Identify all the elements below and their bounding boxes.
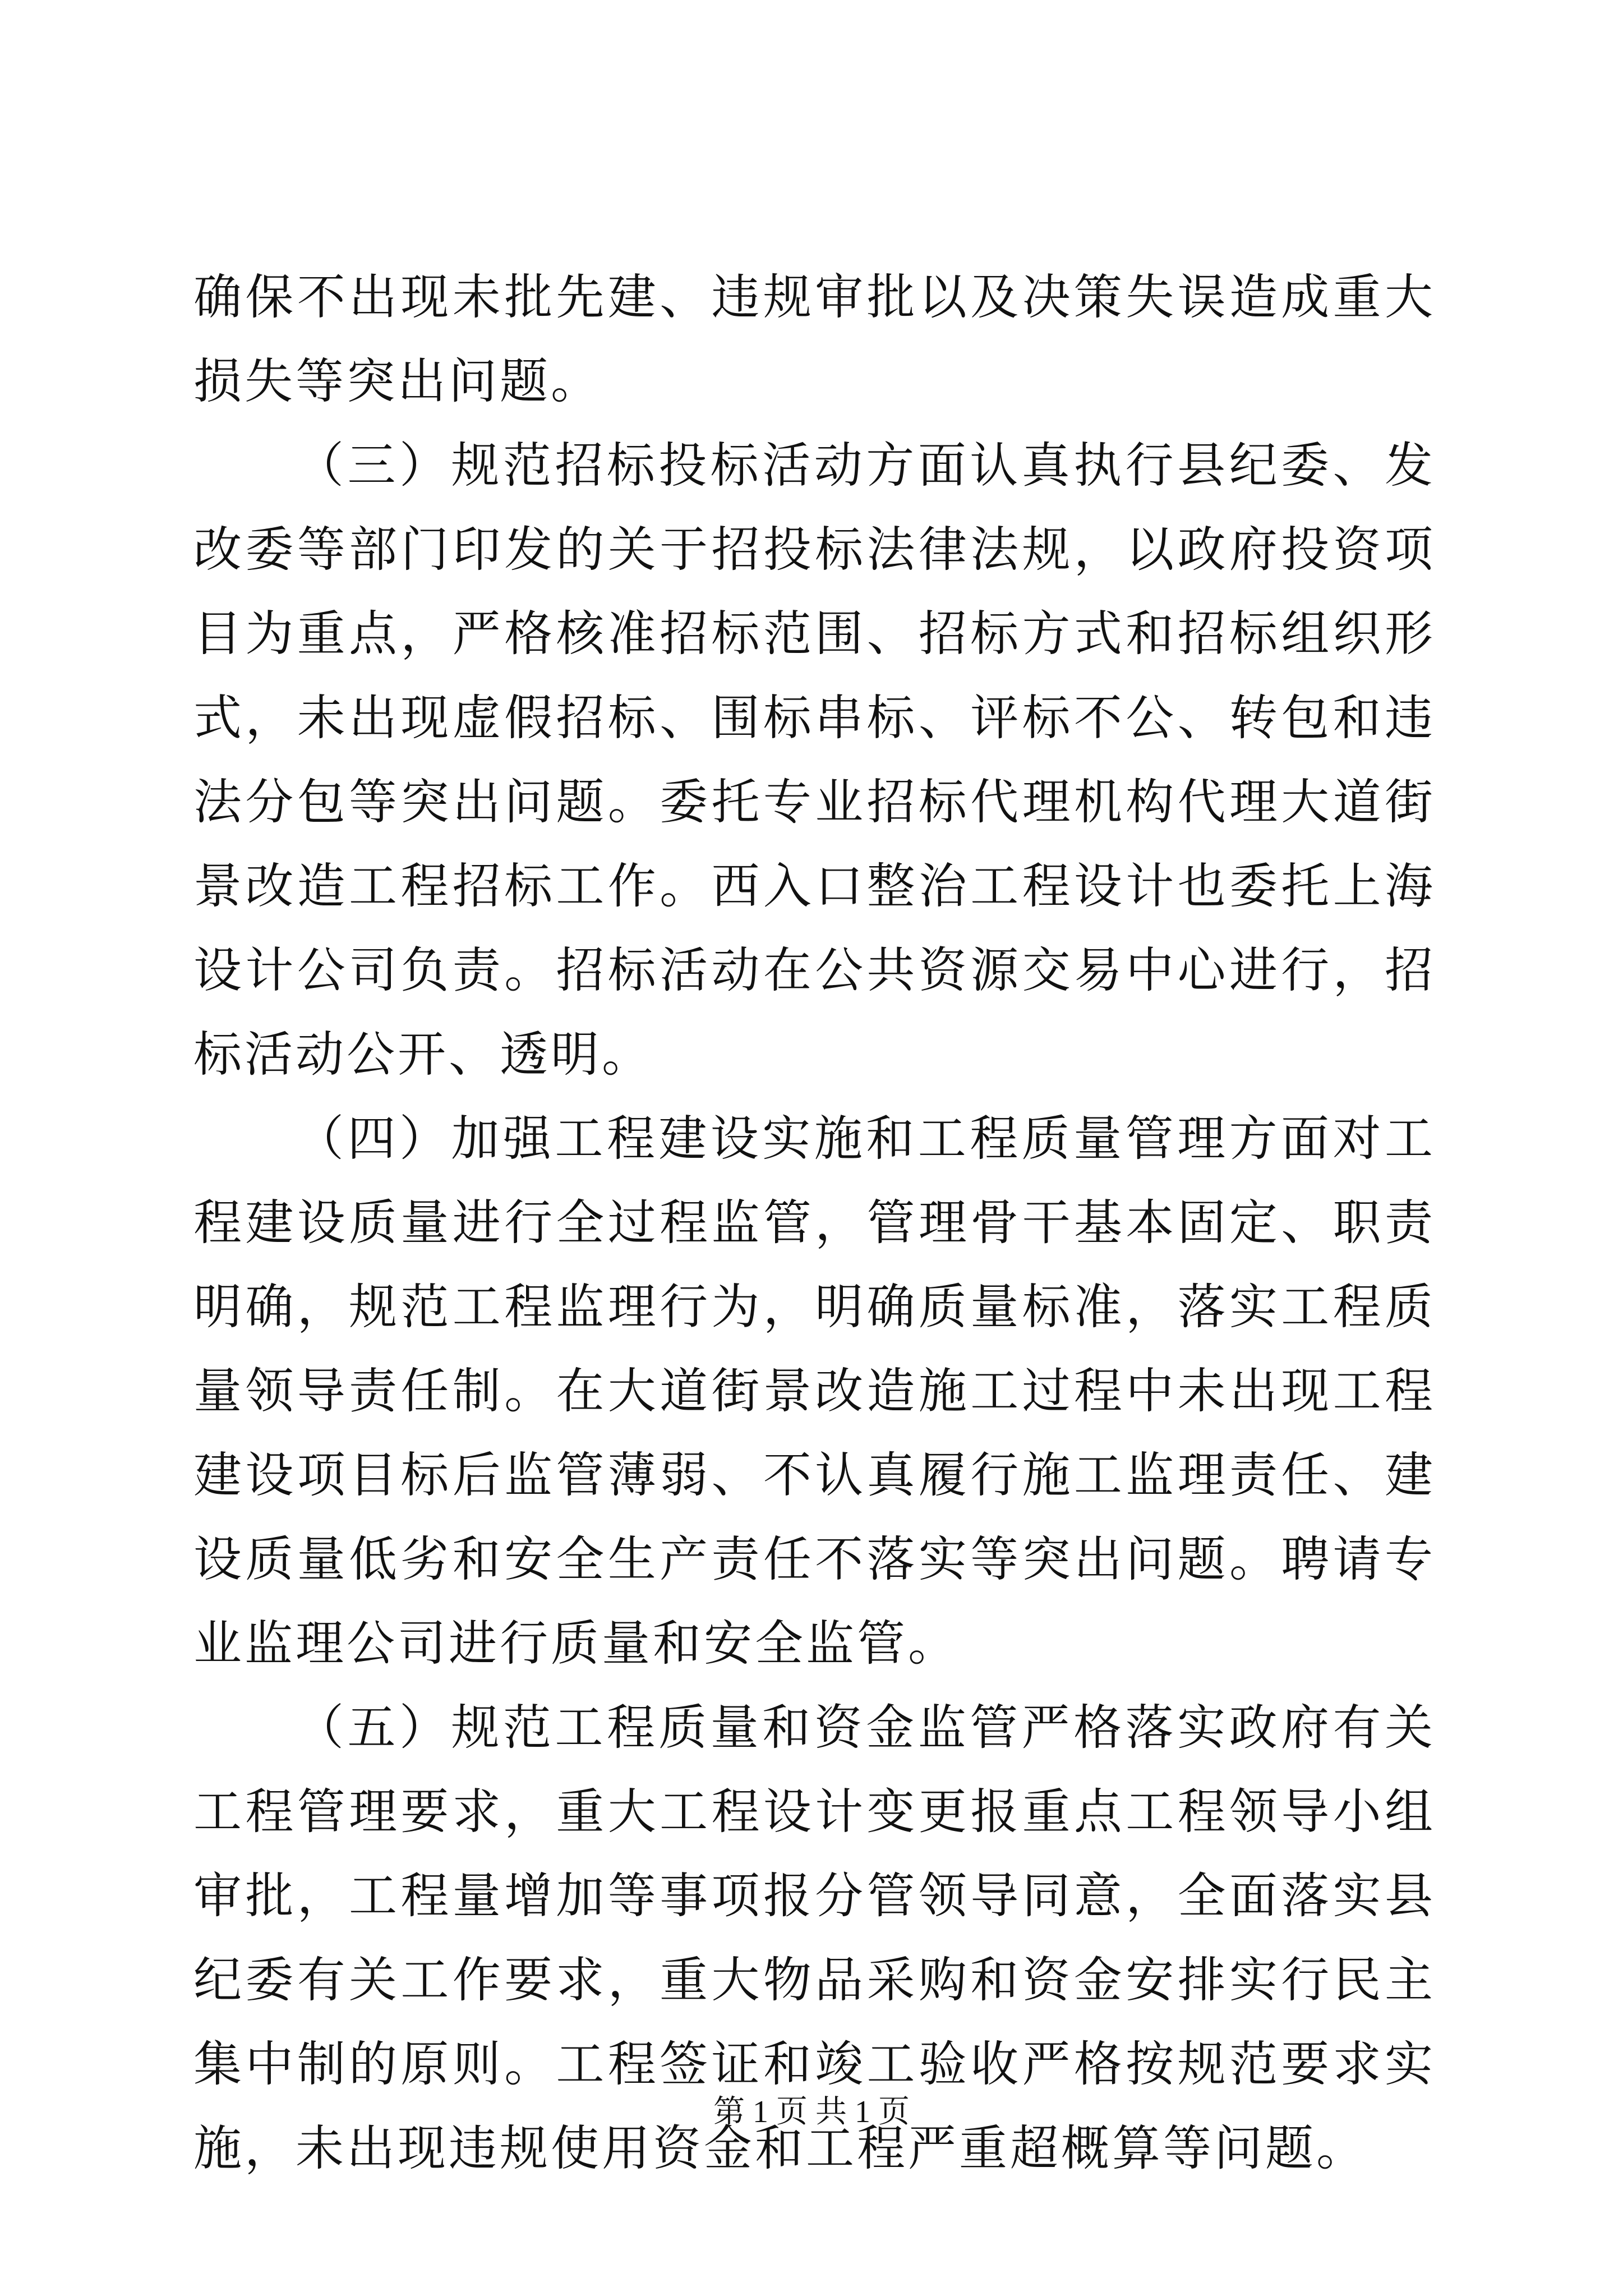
page-footer: 第 1 页 共 1 页 bbox=[713, 2095, 910, 2129]
document-body bbox=[193, 255, 1436, 2191]
paragraph-section-four: （四）加强工程建设实施和工程质量管理方面对工程建设质量进行全过程监管，管理骨干基本固定、职责明确，规范工程监理行为，明确质量标准，落实工程质量领导责任制。在大道街景改造施工过程中未出现工程建设项目标后监管薄弱、不认真履行施工监理责任、建设质量低劣和安全生产责任不落实等突出问题。聘请专业监理公司进行质量和安全监管。 bbox=[193, 1111, 1436, 1672]
paragraph-section-three: （三）规范招标投标活动方面认真执行县纪委、发改委等部门印发的关于招投标法律法规，以政府投资项目为重点，严格核准招标范围、招标方式和招标组织形式，未出现虚假招标、围标串标、评标不公、转包和违法分包等突出问题。委托专业招标代理机构代理大道街景改造工程招标工作。西入口整治工程设计也委托上海设计公司负责。招标活动在公共资源交易中心进行，招标活动公开、透明。 bbox=[193, 438, 1436, 1083]
paragraph-continuation: 确保不出现未批先建、违规审批以及决策失误造成重大损失等突出问题。 bbox=[193, 269, 1436, 409]
paragraph-section-five: （五）规范工程质量和资金监管严格落实政府有关工程管理要求，重大工程设计变更报重点工程领导小组审批，工程量增加等事项报分管领导同意，全面落实县纪委有关工作要求，重大物品采购和资金安排实行民主集中制的原则。工程签证和竣工验收严格按规范要求实施，未出现违规使用资金和工程严重超概算等问题。 bbox=[193, 1700, 1436, 2177]
